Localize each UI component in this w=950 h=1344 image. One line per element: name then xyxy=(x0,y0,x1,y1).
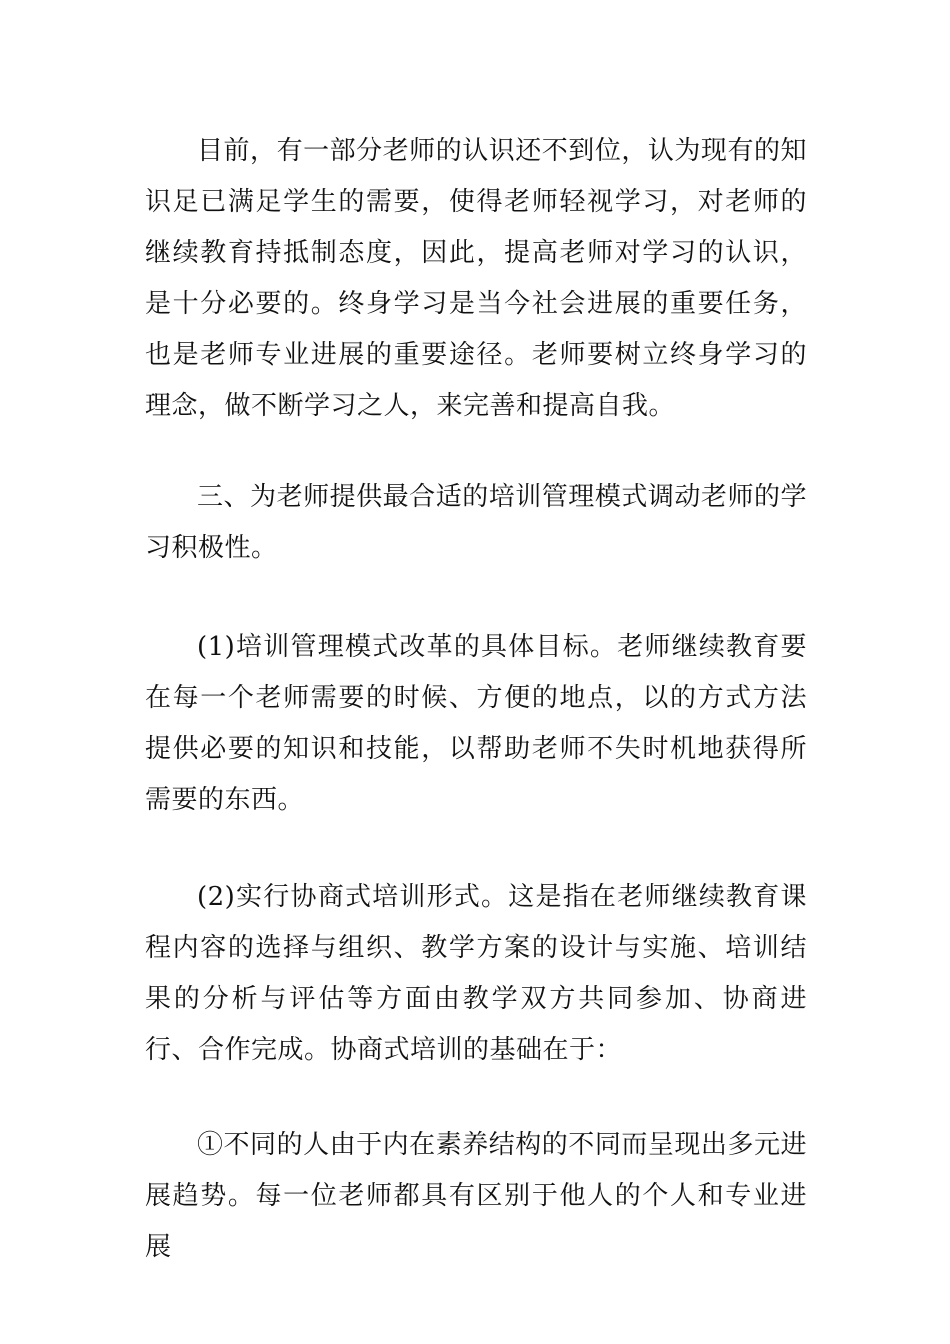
section-heading: 三、为老师提供最合适的培训管理模式调动老师的学习积极性。 xyxy=(145,482,807,563)
body-paragraph: (2)实行协商式培训形式。这是指在老师继续教育课程内容的选择与组织、教学方案的设计与实施、培训结果的分析与评估等方面由教学双方共同参加、协商进行、合作完成。协商式培训的基础在于： xyxy=(145,882,807,1065)
body-paragraph: (1)培训管理模式改革的具体目标。老师继续教育要在每一个老师需要的时候、方便的地点，以的方式方法提供必要的知识和技能，以帮助老师不失时机地获得所需要的东西。 xyxy=(145,632,807,815)
body-paragraph: 目前，有一部分老师的认识还不到位，认为现有的知识足已满足学生的需要，使得老师轻视学习，对老师的继续教育持抵制态度，因此，提高老师对学习的认识，是十分必要的。终身学习是当今社会进展的重要任务，也是老师专业进展的重要途径。老师要树立终身学习的理念，做不断学习之人，来完善和提高自我。 xyxy=(145,136,807,421)
body-paragraph: ①不同的人由于内在素养结构的不同而呈现出多元进展趋势。每一位老师都具有区别于他人的个人和专业进展 xyxy=(145,1130,807,1262)
